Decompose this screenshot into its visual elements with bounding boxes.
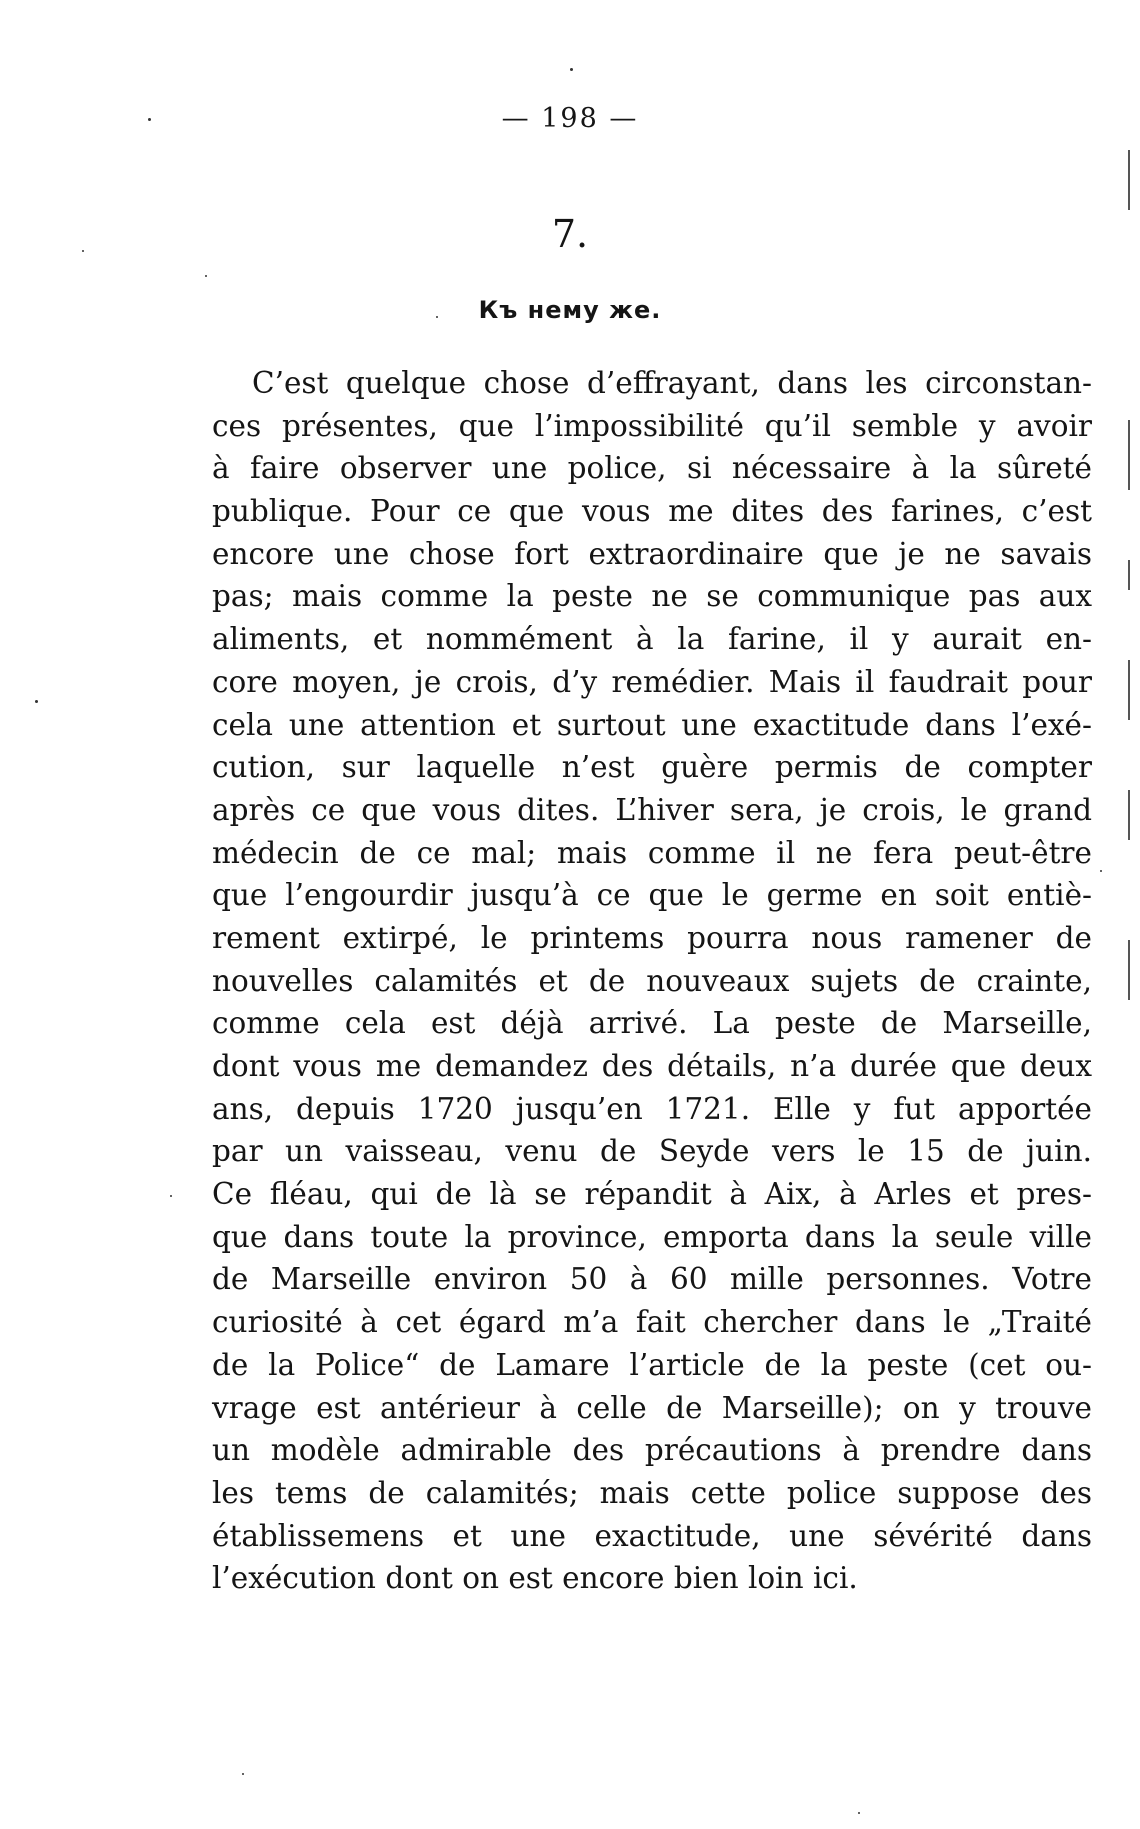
- text-line: encore une chose fort extraordinaire que je ne savais: [212, 536, 1092, 571]
- text-line: pas; mais comme la peste ne se communique pas aux: [212, 579, 1092, 614]
- scan-speck: [242, 1773, 244, 1775]
- body-text: [212, 362, 1092, 1600]
- text-line: que dans toute la province, emporta dans la seule ville: [212, 1219, 1092, 1254]
- scan-speck: [570, 68, 573, 71]
- text-line: nouvelles calamités et de nouveaux sujets de crainte,: [212, 963, 1092, 998]
- section-number: 7.: [551, 212, 589, 256]
- text-line: vrage est antérieur à celle de Marseille); on y trouve: [212, 1390, 1092, 1425]
- text-line: ans, depuis 1720 jusqu’en 1721. Elle y fut apportée: [212, 1091, 1092, 1126]
- text-line: ces présentes, que l’impossibilité qu’il semble y avoir: [212, 408, 1092, 443]
- text-line: comme cela est déjà arrivé. La peste de Marseille,: [212, 1006, 1092, 1041]
- text-line: l’exécution dont on est encore bien loin ici.: [212, 1561, 858, 1596]
- text-line: les tems de calamités; mais cette police suppose des: [212, 1475, 1092, 1510]
- scan-speck: [82, 250, 84, 252]
- text-line: de la Police“ de Lamare l’article de la peste (cet ou-: [212, 1347, 1092, 1382]
- text-line: core moyen, je crois, d’y remédier. Mais il faudrait pour: [212, 664, 1092, 699]
- text-line: curiosité à cet égard m’a fait chercher dans le „Traité: [212, 1305, 1092, 1340]
- scan-speck: [858, 1812, 860, 1814]
- text-line: par un vaisseau, venu de Seyde vers le 15 de juin.: [212, 1134, 1092, 1169]
- text-line: que l’engourdir jusqu’à ce que le germe en soit entiè-: [212, 878, 1092, 913]
- text-line: cela une attention et surtout une exactitude dans l’exé-: [212, 707, 1092, 742]
- text-line: cution, sur laquelle n’est guère permis de compter: [212, 750, 1092, 785]
- text-line: de Marseille environ 50 à 60 mille personnes. Votre: [212, 1262, 1092, 1297]
- page-number: — 198 —: [501, 103, 639, 134]
- scan-speck: [1100, 870, 1102, 872]
- text-line: publique. Pour ce que vous me dites des farines, c’est: [212, 494, 1092, 529]
- text-line: établissemens et une exactitude, une sévérité dans: [212, 1518, 1092, 1553]
- text-line: aliments, et nommément à la farine, il y aurait en-: [212, 622, 1092, 657]
- text-line: à faire observer une police, si nécessaire à la sûreté: [212, 451, 1092, 486]
- text-line: C’est quelque chose d’effrayant, dans les circonstan-: [252, 366, 1092, 400]
- text-line: Ce fléau, qui de là se répandit à Aix, à Arles et pres-: [212, 1177, 1092, 1212]
- scan-speck: [205, 275, 207, 277]
- scan-edge-mark: [1128, 790, 1130, 840]
- text-line: après ce que vous dites. L’hiver sera, je crois, le grand: [212, 792, 1092, 827]
- text-line: un modèle admirable des précautions à prendre dans: [212, 1433, 1092, 1468]
- scan-edge-mark: [1128, 660, 1130, 720]
- scan-edge-mark: [1128, 150, 1130, 210]
- text-line: médecin de ce mal; mais comme il ne fera peut-être: [212, 835, 1092, 870]
- section-heading: Къ нему же.: [478, 296, 662, 324]
- scan-speck: [170, 1195, 172, 1197]
- scan-edge-mark: [1128, 940, 1130, 1000]
- scan-speck: [436, 316, 438, 318]
- scan-speck: [148, 118, 151, 121]
- scan-edge-mark: [1128, 420, 1130, 490]
- text-line: dont vous me demandez des détails, n’a durée que deux: [212, 1049, 1092, 1083]
- scan-speck: [35, 700, 38, 703]
- text-line: rement extirpé, le printems pourra nous ramener de: [212, 920, 1092, 955]
- scan-edge-mark: [1128, 560, 1130, 590]
